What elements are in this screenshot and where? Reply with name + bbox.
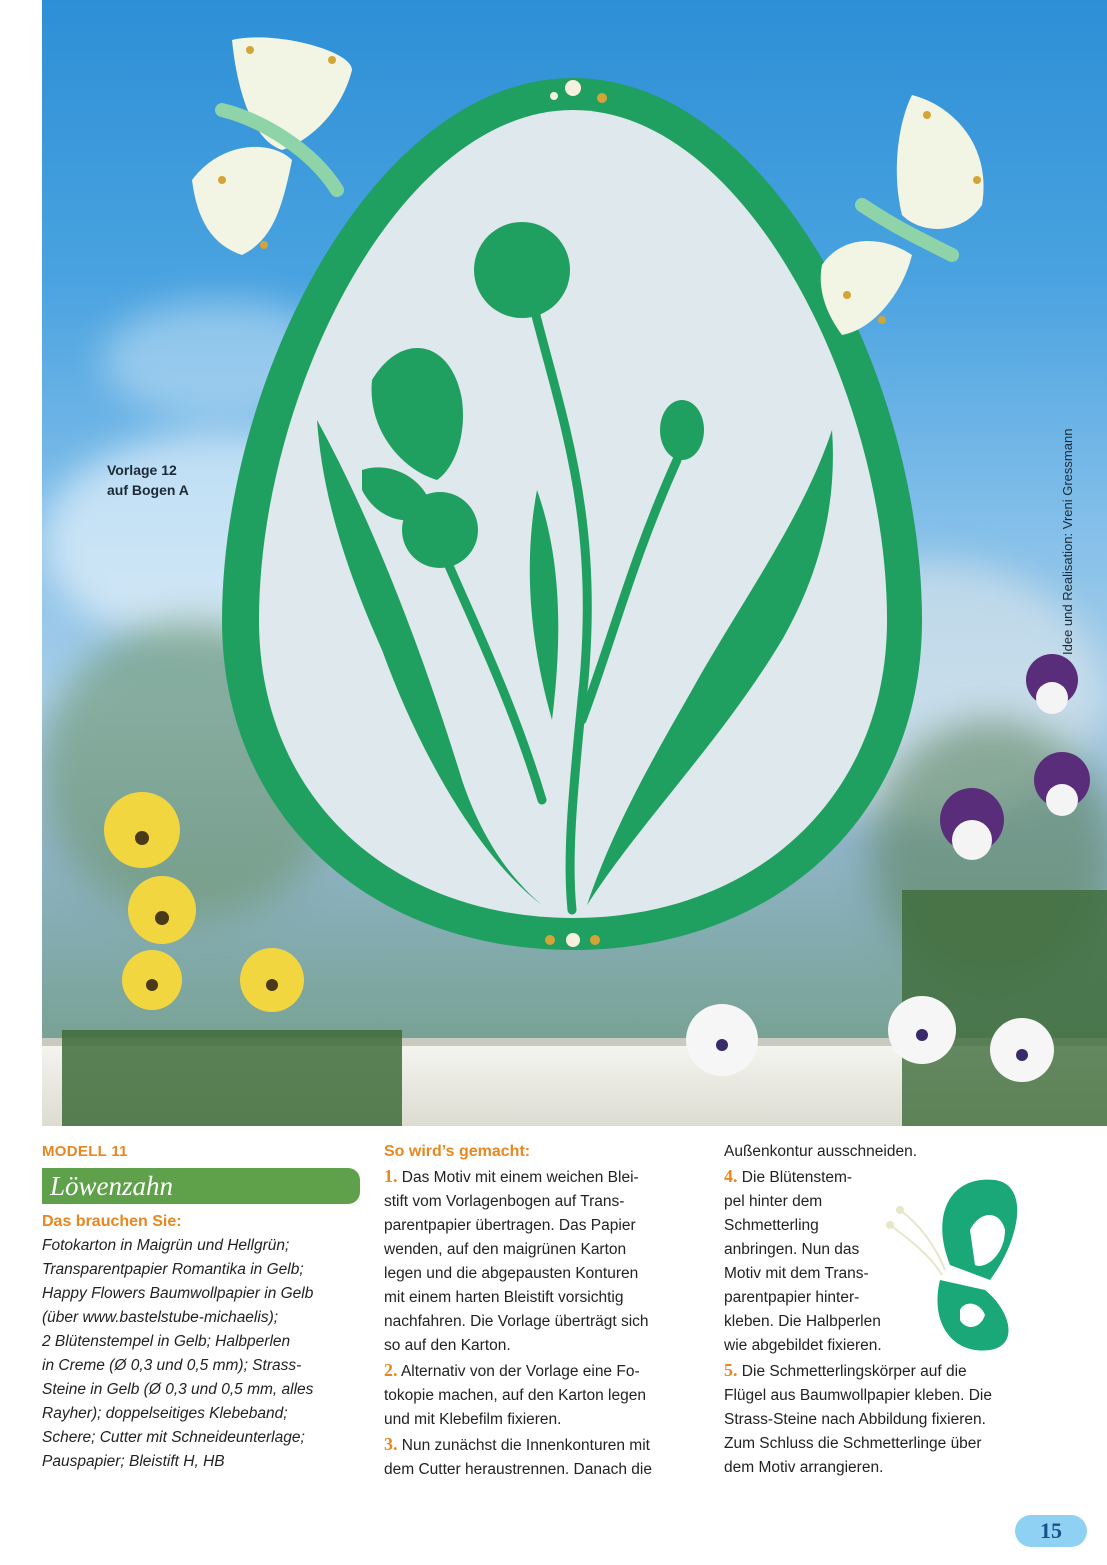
instructions-text bbox=[384, 1164, 700, 1482]
instruction-line bbox=[384, 1334, 700, 1358]
rhinestone-icon bbox=[590, 935, 600, 945]
pearl-icon bbox=[550, 92, 558, 100]
step-text: legen und die abgepausten Konturen bbox=[384, 1265, 639, 1282]
materials-line: Transparentpapier Romantika in Gelb; bbox=[42, 1261, 304, 1278]
instruction-line bbox=[724, 1140, 1074, 1164]
butterfly-illustration bbox=[880, 1170, 1080, 1365]
step-text: Strass-Steine nach Abbildung fixieren. bbox=[724, 1411, 986, 1428]
materials-column bbox=[42, 1140, 367, 1474]
step-text: stift vom Vorlagenbogen auf Trans- bbox=[384, 1193, 625, 1210]
instruction-line bbox=[384, 1164, 700, 1190]
instruction-line bbox=[384, 1238, 700, 1262]
step-text: so auf den Karton. bbox=[384, 1337, 511, 1354]
step-text: pel hinter dem bbox=[724, 1193, 823, 1210]
instruction-line bbox=[724, 1384, 1074, 1408]
instruction-line bbox=[384, 1190, 700, 1214]
instruction-line bbox=[384, 1262, 700, 1286]
instruction-line bbox=[384, 1286, 700, 1310]
paper-butterfly-left bbox=[162, 30, 392, 270]
rhinestone-icon bbox=[597, 93, 607, 103]
step-text: Die Blütenstem- bbox=[737, 1169, 853, 1186]
step-text: Zum Schluss die Schmetterlinge über bbox=[724, 1435, 982, 1452]
step-text: Alternativ von der Vorlage eine Fo- bbox=[397, 1363, 640, 1380]
step-text: dem Motiv arrangieren. bbox=[724, 1459, 884, 1476]
step-text: tokopie machen, auf den Karton legen bbox=[384, 1387, 646, 1404]
instruction-line bbox=[384, 1408, 700, 1432]
materials-heading: Das brauchen Sie: bbox=[42, 1213, 182, 1230]
materials-line: 2 Blütenstempel in Gelb; Halbperlen bbox=[42, 1333, 291, 1350]
step-text: nachfahren. Die Vorlage überträgt sich bbox=[384, 1313, 649, 1330]
hero-photo bbox=[42, 0, 1107, 1126]
instruction-line bbox=[384, 1458, 700, 1482]
materials-line: Pauspapier; Bleistift H, HB bbox=[42, 1453, 225, 1470]
materials-list bbox=[42, 1234, 367, 1474]
step-text: und mit Klebefilm fixieren. bbox=[384, 1411, 562, 1428]
step-text: parentpapier hinter- bbox=[724, 1289, 860, 1306]
step-text: dem Cutter heraustrennen. Danach die bbox=[384, 1461, 652, 1478]
model-number: MODELL 11 bbox=[42, 1143, 128, 1160]
materials-line: Steine in Gelb (Ø 0,3 und 0,5 mm, alles bbox=[42, 1381, 314, 1398]
step-text: Schmetterling bbox=[724, 1217, 819, 1234]
materials-line: in Creme (Ø 0,3 und 0,5 mm); Strass- bbox=[42, 1357, 302, 1374]
rhinestone-icon bbox=[545, 935, 555, 945]
materials-line: Rayher); doppelseitiges Klebeband; bbox=[42, 1405, 288, 1422]
white-pansies bbox=[662, 990, 1082, 1126]
step-text: Motiv mit dem Trans- bbox=[724, 1265, 869, 1282]
step-number: 2. bbox=[384, 1360, 398, 1380]
materials-line: Schere; Cutter mit Schneideunterlage; bbox=[42, 1429, 305, 1446]
howto-heading: So wird’s gemacht: bbox=[384, 1143, 531, 1160]
template-reference-line2: auf Bogen A bbox=[107, 482, 189, 498]
step-number: 4. bbox=[724, 1166, 738, 1186]
step-text: mit einem harten Bleistift vorsichtig bbox=[384, 1289, 624, 1306]
instructions-column-1 bbox=[384, 1140, 700, 1482]
step-text: Das Motiv mit einem weichen Blei- bbox=[397, 1169, 639, 1186]
step-number: 5. bbox=[724, 1360, 738, 1380]
template-reference-line1: Vorlage 12 bbox=[107, 462, 177, 478]
pearl-icon bbox=[566, 933, 580, 947]
page-number: 15 bbox=[1015, 1515, 1087, 1547]
instruction-line bbox=[384, 1432, 700, 1458]
materials-line: Happy Flowers Baumwollpapier in Gelb bbox=[42, 1285, 314, 1302]
instruction-line bbox=[384, 1214, 700, 1238]
article-title: Löwenzahn bbox=[42, 1168, 360, 1204]
materials-line: (über www.bastelstube-michaelis); bbox=[42, 1309, 279, 1326]
step-text: anbringen. Nun das bbox=[724, 1241, 860, 1258]
step-number: 3. bbox=[384, 1434, 398, 1454]
step-text: Die Schmetterlingskörper auf die bbox=[737, 1363, 967, 1380]
step-text: parentpapier übertragen. Das Papier bbox=[384, 1217, 636, 1234]
credit-text: Idee und Realisation: Vreni Gressmann bbox=[1060, 428, 1075, 655]
yellow-pansies bbox=[62, 770, 402, 1126]
step-text: Außenkontur ausschneiden. bbox=[724, 1143, 918, 1160]
step-number: 1. bbox=[384, 1166, 398, 1186]
template-reference bbox=[107, 460, 189, 500]
step-text: wie abgebildet fixieren. bbox=[724, 1337, 882, 1354]
step-text: Flügel aus Baumwollpapier kleben. Die bbox=[724, 1387, 992, 1404]
materials-line: Fotokarton in Maigrün und Hellgrün; bbox=[42, 1237, 290, 1254]
instruction-line bbox=[384, 1358, 700, 1384]
step-text: Nun zunächst die Innenkonturen mit bbox=[397, 1437, 650, 1454]
paper-butterfly-right bbox=[802, 85, 1022, 355]
pearl-icon bbox=[565, 80, 581, 96]
instruction-line bbox=[724, 1408, 1074, 1432]
instruction-line bbox=[384, 1310, 700, 1334]
instruction-line bbox=[384, 1384, 700, 1408]
instruction-line bbox=[724, 1456, 1074, 1480]
step-text: wenden, auf den maigrünen Karton bbox=[384, 1241, 627, 1258]
instruction-line bbox=[724, 1432, 1074, 1456]
step-text: kleben. Die Halbperlen bbox=[724, 1313, 881, 1330]
